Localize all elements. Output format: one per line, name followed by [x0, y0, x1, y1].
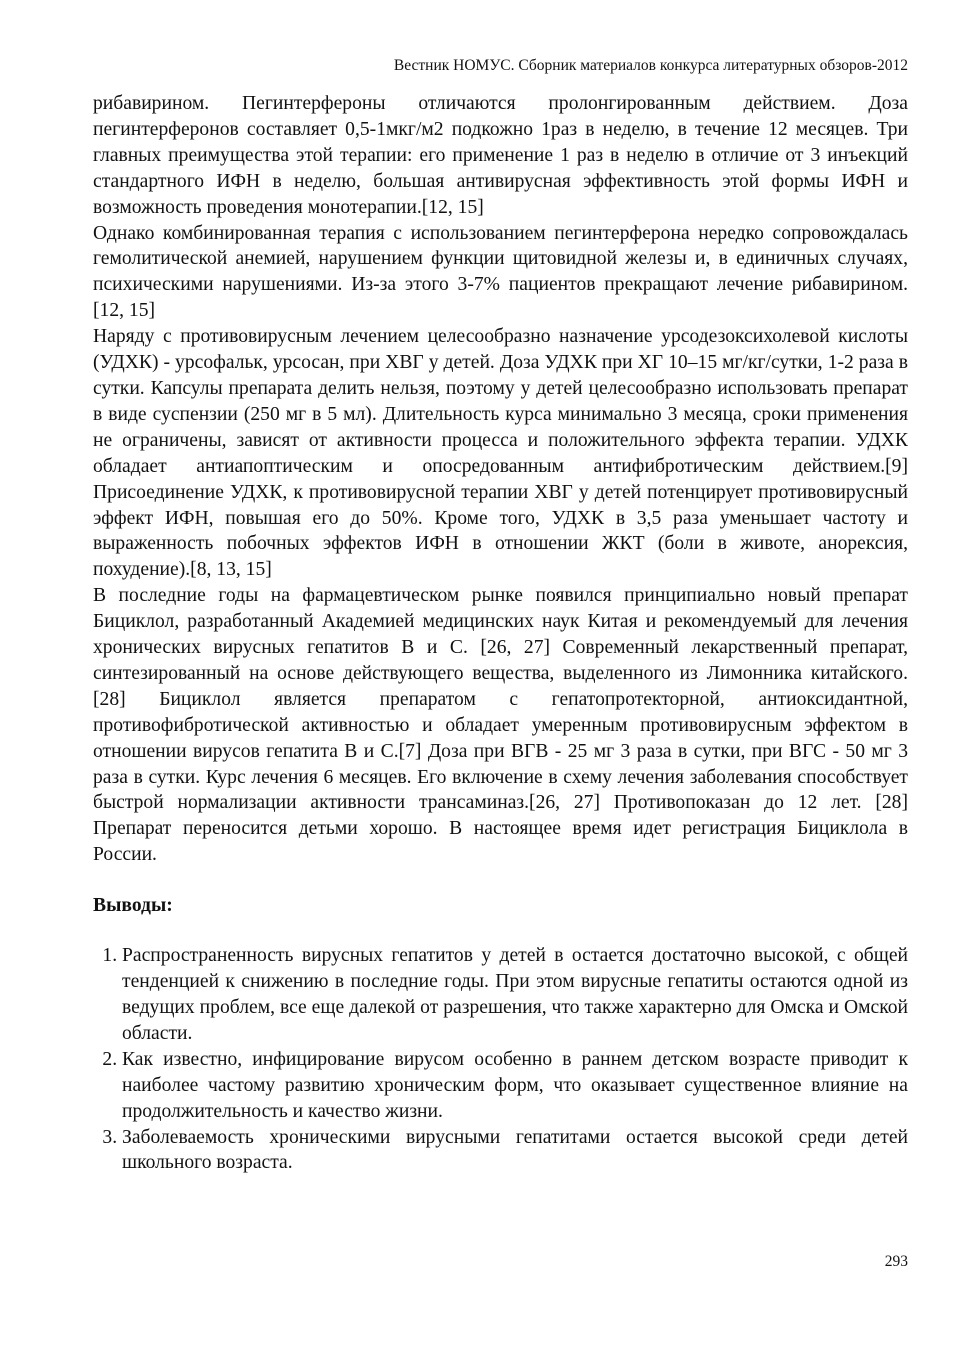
article-body: [93, 91, 908, 1176]
paragraph-combined-therapy: Однако комбинированная терапия с использованием пегинтерферона нередко сопровождалась гемолитической анемией, нарушением функции щитовидной железы и, в единичных случаях, психическими нарушениями. Из-за этого 3-7% пациентов прекращают лечение рибавирином. [12, 15]: [93, 222, 908, 322]
conclusion-item: 1. Распространенность вирусных гепатитов у детей в остается достаточно высокой, с общей тенденцией к снижению в последние годы. При этом вирусные гепатиты остаются одной из ведущих проблем, все еще далекой от разрешения, что также характерно для Омска и Омской области.: [122, 943, 908, 1047]
page-number: 293: [884, 1253, 908, 1270]
running-header: Вестник НОМУС. Сборник материалов конкурса литературных обзоров-2012: [393, 57, 908, 74]
paragraph-udca: Наряду с противовирусным лечением целесообразно назначение урсодезоксихолевой кислоты (УДХК) - урсофальк, урсосан, при ХВГ у детей. Доза УДХК при ХГ 10–15 мг/кг/сутки, 1-2 раза в сутки. Капсулы препарата делить нельзя, поэтому у детей целесообразно использовать препарат в виде суспензии (250 мг в 5 мл). Длительность курса минимально 3 месяца, сроки применения не ограничены, зависят от активности процесса и положительного эффекта терапии. УДХК обладает антиапоптическим и опосредованным антифибротическим действием.[9] Присоединение УДХК, к противовирусной терапии ХВГ у детей потенцирует противовирусный эффект ИФН, повышая его до 50%. Кроме того, УДХК в 3,5 раза уменьшает частоту и выраженность побочных эффектов ИФН в отношении ЖКТ (боли в животе, анорексия, похудение).[8, 13, 15]: [93, 326, 908, 581]
conclusions-heading: Выводы:: [93, 895, 173, 917]
paragraph-bicyclol: В последние годы на фармацевтическом рынке появился принципиально новый препарат Бициклол, разработанный Академией медицинских наук Китая и рекомендуемый для лечения хронических вирусных гепатитов В и С. [26, 27] Современный лекарственный препарат, синтезированный на основе действующего вещества, выделенного из Лимонника китайского.[28] Бициклол является препаратом с гепатопротекторной, антиоксидантной, противофибротической активностью и обладает умеренным противовирусным эффектом в отношении вирусов гепатита В и С.[7] Доза при ВГВ - 25 мг 3 раза в сутки, при ВГС - 50 мг 3 раза в сутки. Курс лечения 6 месяцев. Его включение в схему лечения заболевания способствует быстрой нормализации активности трансаминаз.[26, 27] Противопоказан до 12 лет. [28] Препарат переносится детьми хорошо. В настоящее время идет регистрация Бициклола в России.: [93, 585, 908, 866]
conclusions-list: [93, 943, 908, 1176]
paragraph-peginterferon: рибавирином. Пегинтерфероны отличаются пролонгированным действием. Доза пегинтерферонов составляет 0,5-1мкг/м2 подкожно 1раз в неделю, в течение 12 месяцев. Три главных преимущества этой терапии: его применение 1 раз в неделю в отличие от 3 инъекций стандартного ИФН в неделю, большая антивирусная эффективность этой формы ИФН и возможность проведения монотерапии.[12, 15]: [93, 93, 908, 218]
conclusion-item: 2. Как известно, инфицирование вирусом особенно в раннем детском возрасте приводит к наиболее частому развитию хроническим форм, что оказывает существенное влияние на продолжительность и качество жизни.: [122, 1047, 908, 1125]
conclusion-item: 3. Заболеваемость хроническими вирусными гепатитами остается высокой среди детей школьного возраста.: [122, 1125, 908, 1177]
